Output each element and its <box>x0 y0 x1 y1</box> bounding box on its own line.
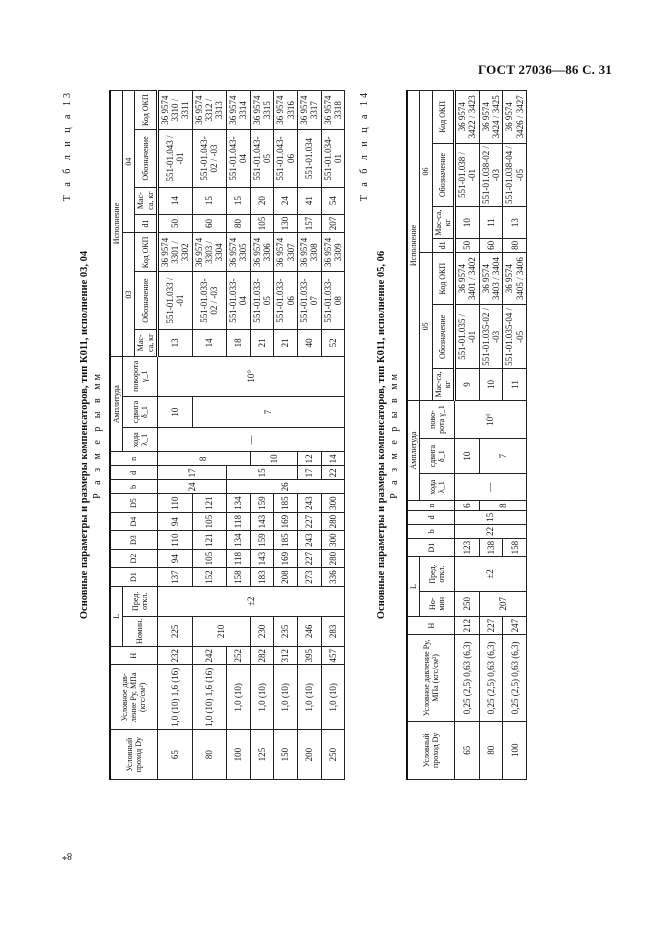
cell-D2: 118 <box>226 549 250 568</box>
col-dy: Условный проход Dу <box>407 721 454 779</box>
cell-massa-03: 52 <box>321 329 345 356</box>
cell-okp-04: 36 9574 3315 <box>250 91 274 130</box>
cell-povorot: 10° <box>157 356 345 396</box>
cell-L-nom: 283 <box>321 616 345 646</box>
cell-obozn-03: 551-01.033-04 <box>226 272 250 329</box>
cell-b: 22 <box>455 524 527 538</box>
cell-massa-04: 24 <box>274 187 298 214</box>
col-D5: D5 <box>110 494 157 513</box>
col-massa-06: Мас-са, кг <box>432 207 454 238</box>
cell-D1: 138 <box>479 538 503 557</box>
col-amp-hod: хода λ_1 <box>420 474 455 501</box>
cell-H: 252 <box>226 646 250 665</box>
cell-obozn-06: 551-01.038-02 / -03 <box>479 143 503 207</box>
table-row <box>157 91 192 780</box>
cell-D2: 280 <box>321 549 345 568</box>
cell-sdvig: 7 <box>192 396 344 427</box>
cell-d1: 105 <box>250 214 274 233</box>
cell-okp-04: 36 9574 3318 <box>321 91 345 130</box>
cell-obozn-04: 551-01.034 <box>297 130 321 187</box>
table-13 <box>109 90 345 780</box>
cell-D1: 158 <box>226 568 250 587</box>
col-L-tol: Пред. откл. <box>420 557 455 591</box>
cell-L-tol: ±2 <box>455 557 527 591</box>
cell-D1: 273 <box>297 568 321 587</box>
cell-L-nom: 225 <box>157 616 192 646</box>
cell-H: 312 <box>274 646 298 665</box>
col-d1: d1 <box>135 214 157 233</box>
cell-n: 8 <box>157 452 250 466</box>
cell-H: 242 <box>192 646 226 665</box>
col-d1: d1 <box>432 238 454 252</box>
cell-D4: 105 <box>192 512 226 531</box>
table-14-block <box>359 90 527 780</box>
cell-obozn-06: 551-01.038-04 / -05 <box>503 143 527 207</box>
col-dy: Условный проход Dу <box>110 730 157 780</box>
col-isp-04: 04 <box>123 91 135 233</box>
col-amplitude: Амплитуда <box>407 400 420 501</box>
cell-d1: 80 <box>226 214 250 233</box>
cell-povorot: 10° <box>455 400 527 439</box>
cell-massa-06: 10 <box>455 207 480 238</box>
col-D4: D4 <box>110 512 157 531</box>
cell-okp-05: 36 9574 3403 / 3404 <box>479 252 503 305</box>
col-obozn-06: Обозначение <box>432 143 454 207</box>
cell-L-tol: ±2 <box>157 586 345 616</box>
cell-massa-04: 14 <box>157 187 192 214</box>
cell-D5: 159 <box>250 494 274 513</box>
col-L-nom: Но-мин <box>420 591 455 616</box>
cell-H: 232 <box>157 646 192 665</box>
col-D1: D1 <box>407 538 454 557</box>
cell-okp-04: 36 9574 3310 / 3311 <box>157 91 192 130</box>
cell-D4: 143 <box>250 512 274 531</box>
cell-D2: 169 <box>274 549 298 568</box>
col-d: d <box>110 466 157 480</box>
col-massa-03: Мас-са, кг <box>135 329 157 356</box>
col-isp-05: 05 <box>420 252 432 400</box>
col-py: Условное дав-ление Pу, МПа (кгс/см²) <box>110 665 157 730</box>
cell-D3: 185 <box>274 531 298 550</box>
cell-massa-04: 20 <box>250 187 274 214</box>
col-amp-sdvig: сдвига δ_1 <box>420 439 455 474</box>
table-14-caption: Т а б л и ц а 14 <box>359 90 371 202</box>
cell-sdvig: 10 <box>455 439 480 474</box>
cell-massa-06: 13 <box>503 207 527 238</box>
col-b: b <box>407 524 454 538</box>
col-amp-povorot: поворота γ_1 <box>123 356 158 396</box>
cell-obozn-03: 551-01.033-05 <box>250 272 274 329</box>
col-D2: D2 <box>110 549 157 568</box>
cell-massa-04: 15 <box>226 187 250 214</box>
cell-okp-04: 36 9574 3312 / 3313 <box>192 91 226 130</box>
cell-D5: 110 <box>157 494 192 513</box>
cell-py: 0,25 (2,5) 0,63 (6,3) <box>479 635 503 721</box>
cell-obozn-05: 551-01.035-04 / -05 <box>503 305 527 369</box>
cell-hod: — <box>455 474 527 501</box>
cell-D4: 280 <box>321 512 345 531</box>
cell-okp-06: 36 9574 3426 / 3427 <box>503 91 527 144</box>
cell-d1: 80 <box>503 238 527 252</box>
cell-okp-06: 36 9574 3424 / 3425 <box>479 91 503 144</box>
cell-massa-03: 40 <box>297 329 321 356</box>
cell-D4: 118 <box>226 512 250 531</box>
cell-D1: 158 <box>503 538 527 557</box>
cell-D5: 185 <box>274 494 298 513</box>
cell-dy: 65 <box>455 721 480 779</box>
cell-d1: 207 <box>321 214 345 233</box>
col-L-nom: Номин. <box>123 616 158 646</box>
cell-hod: — <box>157 428 345 452</box>
cell-D1: 152 <box>192 568 226 587</box>
cell-H: 212 <box>455 616 480 635</box>
cell-massa-03: 13 <box>157 329 192 356</box>
col-n: n <box>110 452 157 466</box>
col-py: Условное давление Pу, МПа (кгс/см²) <box>407 635 454 721</box>
cell-massa-03: 14 <box>192 329 226 356</box>
cell-py: 1,0 (10) 1,6 (16) <box>192 665 226 730</box>
col-d: d <box>407 510 454 524</box>
cell-d: 15 <box>226 466 297 480</box>
cell-D2: 143 <box>250 549 274 568</box>
cell-D5: 134 <box>226 494 250 513</box>
cell-massa-05: 10 <box>479 369 503 400</box>
col-obozn-05: Обозначение <box>432 305 454 369</box>
cell-d1: 50 <box>157 214 192 233</box>
cell-obozn-03: 551-01.033-02 / -03 <box>192 272 226 329</box>
cell-dy: 100 <box>503 721 527 779</box>
cell-dy: 150 <box>274 730 298 780</box>
cell-okp-03: 36 9574 3306 <box>250 233 274 272</box>
cell-obozn-05: 551-01.035-02 / -03 <box>479 305 503 369</box>
cell-H: 282 <box>250 646 274 665</box>
table-13-block <box>62 90 345 780</box>
cell-dy: 80 <box>192 730 226 780</box>
cell-D1: 208 <box>274 568 298 587</box>
cell-H: 227 <box>479 616 503 635</box>
col-ispolnenie: Исполнение <box>110 91 123 357</box>
cell-dy: 65 <box>157 730 192 780</box>
col-massa-05: Мас-са, кг <box>432 369 454 400</box>
col-b: b <box>110 480 157 494</box>
cell-obozn-05: 551-01.035 / -01 <box>455 305 480 369</box>
col-isp-06: 06 <box>420 91 432 253</box>
cell-okp-04: 36 9574 3314 <box>226 91 250 130</box>
cell-massa-06: 11 <box>479 207 503 238</box>
cell-obozn-06: 551-01.038 / -01 <box>455 143 480 207</box>
cell-L-nom: 207 <box>479 591 526 616</box>
cell-okp-03: 36 9574 3303 / 3304 <box>192 233 226 272</box>
cell-D1: 137 <box>157 568 192 587</box>
cell-dy: 80 <box>479 721 503 779</box>
table-13-caption: Т а б л и ц а 13 <box>62 90 73 202</box>
col-amp-sdvig: сдвига δ_1 <box>123 396 158 427</box>
cell-okp-03: 36 9574 3308 <box>297 233 321 272</box>
cell-d: 17 <box>297 466 321 480</box>
cell-okp-03: 36 9574 3305 <box>226 233 250 272</box>
col-okp-05: Код ОКП <box>432 252 454 305</box>
table-14-title: Основные параметры и размеры компенсаторов, тип К011, исполнение 05, 06 <box>376 250 388 620</box>
cell-py: 0,25 (2,5) 0,63 (6,3) <box>503 635 527 721</box>
cell-massa-03: 21 <box>274 329 298 356</box>
cell-massa-05: 9 <box>455 369 480 400</box>
col-D3: D3 <box>110 531 157 550</box>
col-D1: D1 <box>110 568 157 587</box>
cell-d1: 50 <box>455 238 480 252</box>
rotated-content <box>62 90 647 780</box>
cell-okp-06: 36 9574 3422 / 3423 <box>455 91 480 144</box>
cell-d1: 60 <box>479 238 503 252</box>
cell-n: 14 <box>321 452 345 466</box>
cell-H: 247 <box>503 616 527 635</box>
cell-L-nom: 250 <box>455 591 480 616</box>
cell-D2: 105 <box>192 549 226 568</box>
cell-D1: 336 <box>321 568 345 587</box>
cell-D4: 169 <box>274 512 298 531</box>
cell-D5: 300 <box>321 494 345 513</box>
cell-okp-05: 36 9574 3401 / 3402 <box>455 252 480 305</box>
col-obozn-03: Обозначение <box>135 272 157 329</box>
col-L-tol: Пред. откл. <box>123 586 158 616</box>
cell-py: 1,0 (10) <box>226 665 250 730</box>
cell-py: 1,0 (10) <box>274 665 298 730</box>
table-13-subtitle: Р а з м е р ы в мм <box>92 371 103 499</box>
cell-D4: 227 <box>297 512 321 531</box>
cell-massa-04: 15 <box>192 187 226 214</box>
cell-okp-05: 36 9574 3405 / 3406 <box>503 252 527 305</box>
cell-n: 8 <box>479 501 526 511</box>
page-footer: 8* <box>62 850 72 861</box>
table-row <box>455 91 480 780</box>
col-amp-hod: хода λ_1 <box>123 428 158 452</box>
cell-n: 6 <box>455 501 480 511</box>
col-amp-povorot: пово-рота γ_1 <box>420 400 455 439</box>
cell-py: 1,0 (10) 1,6 (16) <box>157 665 192 730</box>
col-isp-03: 03 <box>123 233 135 357</box>
cell-D2: 227 <box>297 549 321 568</box>
cell-okp-04: 36 9574 3316 <box>274 91 298 130</box>
col-okp-03: Код ОКП <box>135 233 157 272</box>
cell-obozn-04: 551-01.043 / -01 <box>157 130 192 187</box>
table-14-subtitle: Р а з м е р ы в мм <box>389 371 401 499</box>
cell-massa-03: 18 <box>226 329 250 356</box>
cell-obozn-03: 551-01.033-08 <box>321 272 345 329</box>
cell-obozn-03: 551-01.033 / -01 <box>157 272 192 329</box>
cell-D2: 94 <box>157 549 192 568</box>
cell-D3: 134 <box>226 531 250 550</box>
col-L: L <box>407 557 420 616</box>
cell-D1: 183 <box>250 568 274 587</box>
col-amplitude: Амплитуда <box>110 356 123 451</box>
table-13-title: Основные параметры и размеры компенсаторов, тип К011, исполнение 03, 04 <box>79 250 90 620</box>
cell-b: 24 <box>157 480 226 494</box>
col-okp-04: Код ОКП <box>135 91 157 130</box>
cell-L-nom: 235 <box>274 616 298 646</box>
table-14 <box>406 90 527 780</box>
cell-obozn-03: 551-01.033-06 <box>274 272 298 329</box>
cell-L-nom: 210 <box>192 616 250 646</box>
col-obozn-04: Обозначение <box>135 130 157 187</box>
cell-massa-04: 41 <box>297 187 321 214</box>
cell-d1: 157 <box>297 214 321 233</box>
cell-obozn-04: 551-01.043-04 <box>226 130 250 187</box>
cell-obozn-04: 551-01.043-02 / -03 <box>192 130 226 187</box>
col-ispolnenie: Исполнение <box>407 91 420 401</box>
cell-d: 22 <box>321 466 345 480</box>
cell-sdvig: 7 <box>479 439 526 474</box>
cell-massa-05: 11 <box>503 369 527 400</box>
cell-obozn-04: 551-01.034-01 <box>321 130 345 187</box>
cell-okp-03: 36 9574 3301 / 3302 <box>157 233 192 272</box>
page-header: ГОСТ 27036—86 С. 31 <box>478 62 612 77</box>
cell-dy: 100 <box>226 730 250 780</box>
col-okp-06: Код ОКП <box>432 91 454 144</box>
cell-massa-04: 54 <box>321 187 345 214</box>
cell-L-nom: 230 <box>250 616 274 646</box>
cell-dy: 125 <box>250 730 274 780</box>
cell-d1: 60 <box>192 214 226 233</box>
col-H: H <box>407 616 454 635</box>
cell-D3: 243 <box>297 531 321 550</box>
cell-obozn-04: 551-01.043-05 <box>250 130 274 187</box>
cell-D1: 123 <box>455 538 480 557</box>
cell-H: 457 <box>321 646 345 665</box>
cell-py: 1,0 (10) <box>297 665 321 730</box>
cell-obozn-03: 551-01.033-07 <box>297 272 321 329</box>
cell-n: 12 <box>297 452 321 466</box>
cell-dy: 250 <box>321 730 345 780</box>
cell-H: 395 <box>297 646 321 665</box>
cell-L-nom: 246 <box>297 616 321 646</box>
cell-n: 10 <box>250 452 297 466</box>
col-massa-04: Мас-са, кг <box>135 187 157 214</box>
col-L: L <box>110 586 123 646</box>
cell-okp-04: 36 9574 3317 <box>297 91 321 130</box>
cell-D3: 121 <box>192 531 226 550</box>
cell-d: 15 <box>455 510 527 524</box>
cell-D4: 94 <box>157 512 192 531</box>
col-H: H <box>110 646 157 665</box>
cell-D3: 159 <box>250 531 274 550</box>
cell-dy: 200 <box>297 730 321 780</box>
cell-d: 17 <box>157 466 226 480</box>
cell-okp-03: 36 9574 3309 <box>321 233 345 272</box>
cell-py: 0,25 (2,5) 0,63 (6,3) <box>455 635 480 721</box>
cell-D5: 243 <box>297 494 321 513</box>
cell-massa-03: 21 <box>250 329 274 356</box>
cell-D3: 110 <box>157 531 192 550</box>
cell-D3: 300 <box>321 531 345 550</box>
cell-obozn-04: 551-01.043-06 <box>274 130 298 187</box>
col-n: n <box>407 501 454 511</box>
cell-okp-03: 36 9574 3307 <box>274 233 298 272</box>
cell-py: 1,0 (10) <box>250 665 274 730</box>
cell-b: 26 <box>226 480 344 494</box>
cell-d1: 130 <box>274 214 298 233</box>
cell-D5: 121 <box>192 494 226 513</box>
cell-py: 1,0 (10) <box>321 665 345 730</box>
cell-sdvig: 10 <box>157 396 192 427</box>
